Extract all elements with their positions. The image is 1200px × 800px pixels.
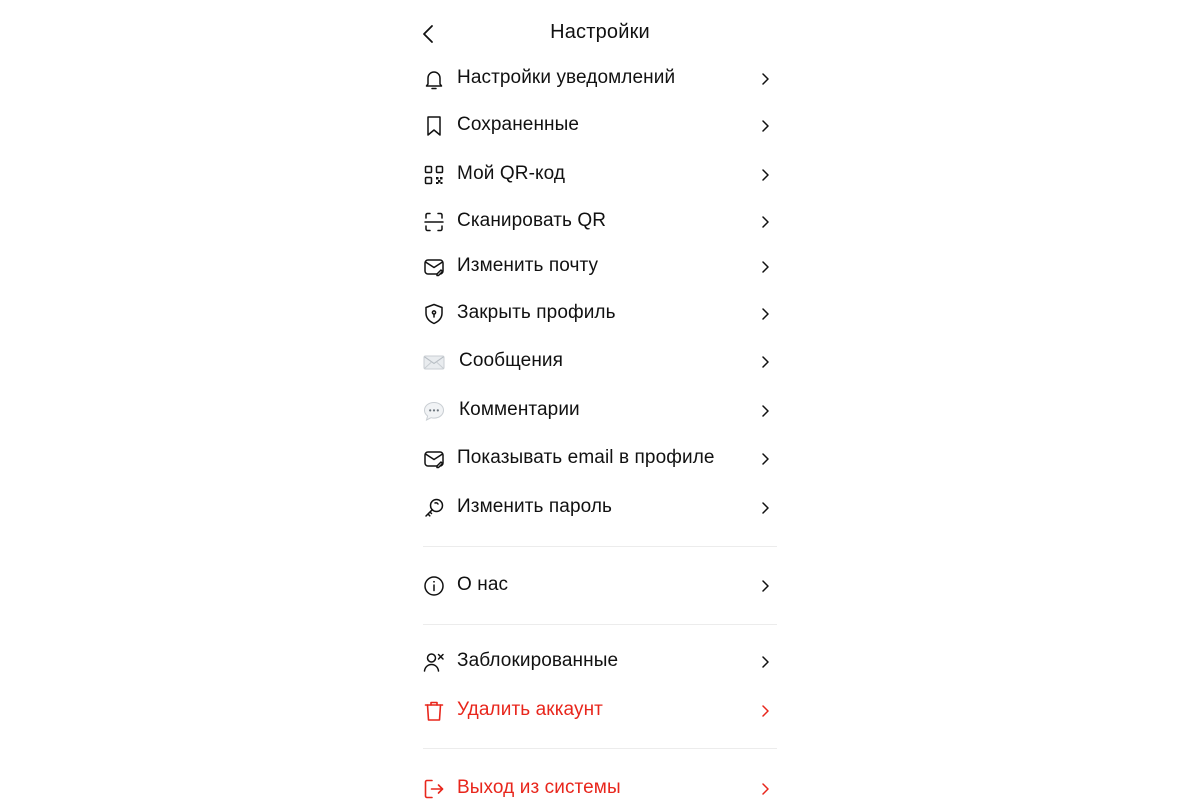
info-icon <box>422 574 446 598</box>
divider <box>423 546 777 547</box>
divider <box>423 624 777 625</box>
chevron-right-icon <box>760 579 770 593</box>
settings-item-messages[interactable] <box>420 341 780 381</box>
settings-item-my-qr[interactable] <box>420 154 780 194</box>
chevron-right-icon <box>760 119 770 133</box>
settings-item-label: О нас <box>457 574 509 595</box>
settings-item-change-password[interactable] <box>420 487 780 527</box>
chevron-right-icon <box>760 307 770 321</box>
settings-item-about[interactable] <box>420 565 780 605</box>
settings-item-label: Показывать email в профиле <box>457 447 715 468</box>
chevron-right-icon <box>760 655 770 669</box>
chevron-right-icon <box>760 168 770 182</box>
chevron-right-icon <box>760 782 770 796</box>
settings-item-label: Заблокированные <box>457 650 619 671</box>
qr-code-icon <box>422 163 446 187</box>
settings-item-logout[interactable] <box>420 768 780 800</box>
settings-item-label: Удалить аккаунт <box>457 699 603 720</box>
settings-item-label: Сообщения <box>459 350 564 371</box>
chevron-right-icon <box>760 404 770 418</box>
settings-item-saved[interactable] <box>420 105 780 145</box>
settings-item-private-profile[interactable] <box>420 293 780 333</box>
settings-item-comments[interactable] <box>420 390 780 430</box>
settings-item-label: Мой QR-код <box>457 163 566 184</box>
chevron-right-icon <box>760 501 770 515</box>
key-icon <box>422 496 446 520</box>
mail-edit-icon <box>422 255 446 279</box>
scan-icon <box>422 210 446 234</box>
settings-item-show-email[interactable] <box>420 438 780 478</box>
page-title: Настройки <box>550 21 650 43</box>
settings-item-label: Сканировать QR <box>457 210 607 231</box>
settings-item-blocked[interactable] <box>420 641 780 681</box>
settings-item-notifications[interactable] <box>420 58 780 98</box>
bell-icon <box>422 67 446 91</box>
settings-item-label: Выход из системы <box>457 777 621 798</box>
chevron-right-icon <box>760 72 770 86</box>
user-block-icon <box>422 650 446 674</box>
header <box>410 14 790 54</box>
chevron-right-icon <box>760 704 770 718</box>
settings-item-label: Комментарии <box>459 399 580 420</box>
settings-item-label: Закрыть профиль <box>457 302 616 323</box>
settings-item-label: Изменить почту <box>457 255 599 276</box>
envelope-emoji-icon <box>422 350 446 374</box>
chevron-right-icon <box>760 260 770 274</box>
chevron-right-icon <box>760 215 770 229</box>
bookmark-icon <box>422 114 446 138</box>
settings-item-label: Изменить пароль <box>457 496 613 517</box>
chevron-right-icon <box>760 355 770 369</box>
speech-bubble-emoji-icon <box>422 399 446 423</box>
settings-item-scan-qr[interactable] <box>420 201 780 241</box>
logout-icon <box>422 777 446 800</box>
shield-icon <box>422 302 446 326</box>
settings-item-label: Настройки уведомлений <box>457 67 676 88</box>
divider <box>423 748 777 749</box>
trash-icon <box>422 699 446 723</box>
settings-item-label: Сохраненные <box>457 114 580 135</box>
chevron-right-icon <box>760 452 770 466</box>
settings-item-delete-account[interactable] <box>420 690 780 730</box>
mail-edit-icon <box>422 447 446 471</box>
settings-item-change-email[interactable] <box>420 246 780 286</box>
